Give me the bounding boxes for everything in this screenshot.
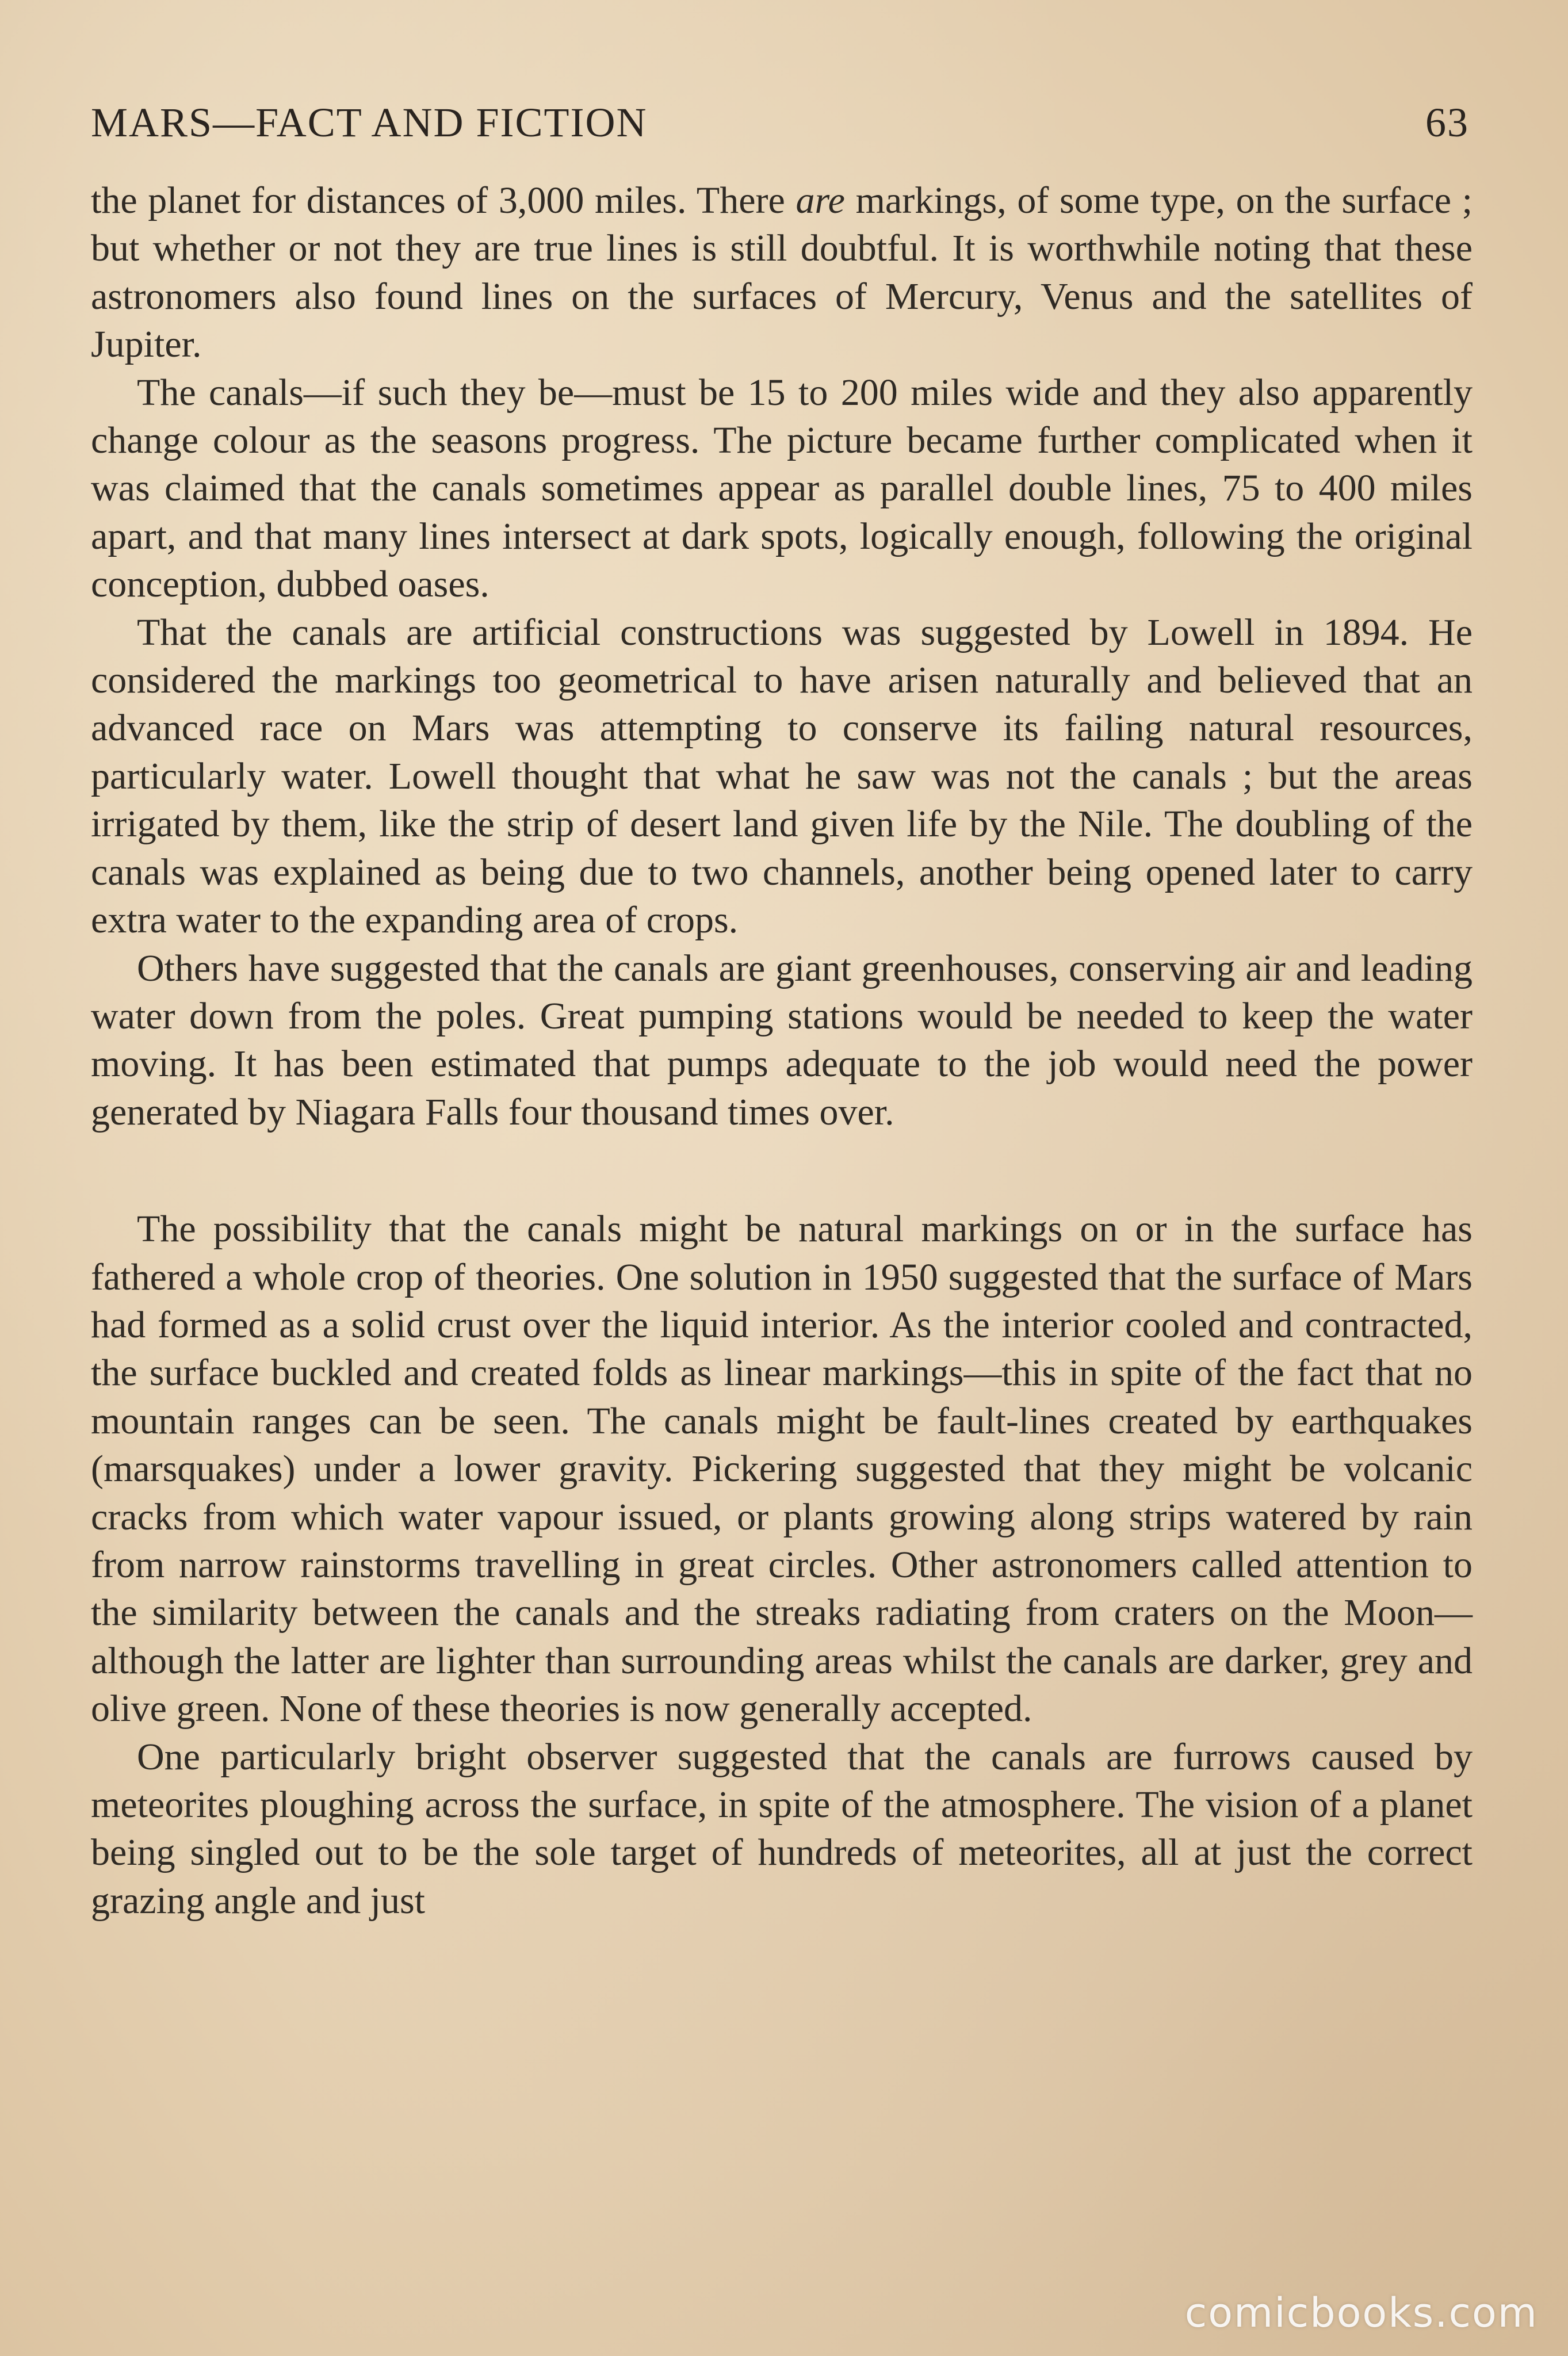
page-number: 63 [1425,100,1469,146]
paragraph-3: That the canals are artificial constructions was suggested by Lowell in 1894. He considered the markings too geometrical to have arisen naturally and believed that an advanced race on Mars was attempting to conserve its failing natural resources, particularly water. Lowell thought that what he saw was not the canals ; but the areas irrigated by them, like the strip of desert land given life by the Nile. The doubling of the canals was explained as being due to two channels, another being opened later to carry extra water to the expanding area of crops. [91,611,1473,942]
book-page [91,99,1473,1925]
paragraph-1 [91,177,1473,369]
running-header [91,99,1473,147]
paragraph-2: The canals—if such they be—must be 15 to 200 miles wide and they also apparently change colour as the seasons progress. The picture became further complicated when it was claimed that the canals sometimes appear as parallel double lines, 75 to 400 miles apart, and that many lines intersect at dark spots, logically enough, following the original conception, dubbed oases. [91,371,1473,606]
watermark-logo: comicbooks.com [1184,2289,1538,2336]
paragraph-1-text-b: markings, of some type, on the surface ; but whether or not they are true lines is still doubtful. It is worthwhile noting that these astronomers also found lines on the surfaces of Mercury, Venus and the satellites of Jupiter. [91,179,1473,366]
paragraph-4: Others have suggested that the canals are giant greenhouses, conserving air and leading water down from the poles. Great pumping stations would be needed to keep the water moving. It has been estimated that pumps adequate to the job would need the power generated by Niagara Falls four thousand times over. [91,947,1473,1133]
paragraph-5: The possibility that the canals might be natural markings on or in the surface has fathered a whole crop of theories. One solution in 1950 suggested that the surface of Mars had formed as a solid crust over the liquid interior. As the interior cooled and contracted, the surface buckled and created folds as linear markings—this in spite of the fact that no mountain ranges can be seen. The canals might be fault-lines created by earthquakes (marsquakes) under a lower gravity. Pickering suggested that they might be volcanic cracks from which water vapour issued, or plants growing along strips watered by rain from narrow rainstorms travelling in great circles. Other astronomers called attention to the similarity between the canals and the streaks radiating from craters on the Moon—although the latter are lighter than surrounding areas whilst the canals are darker, grey and olive green. None of these theories is now generally accepted. [91,1208,1473,1730]
section-break [91,1136,1473,1205]
running-title: MARS—FACT AND FICTION [91,100,648,146]
paragraph-6: One particularly bright observer suggested that the canals are furrows caused by meteorites ploughing across the surface, in spite of the atmosphere. The vision of a planet being singled out to be the sole target of hundreds of meteorites, all at just the correct grazing angle and just [91,1735,1473,1922]
paragraph-1-emphasis: are [796,179,845,221]
paragraph-1-text-a: the planet for distances of 3,000 miles. There [91,179,796,221]
